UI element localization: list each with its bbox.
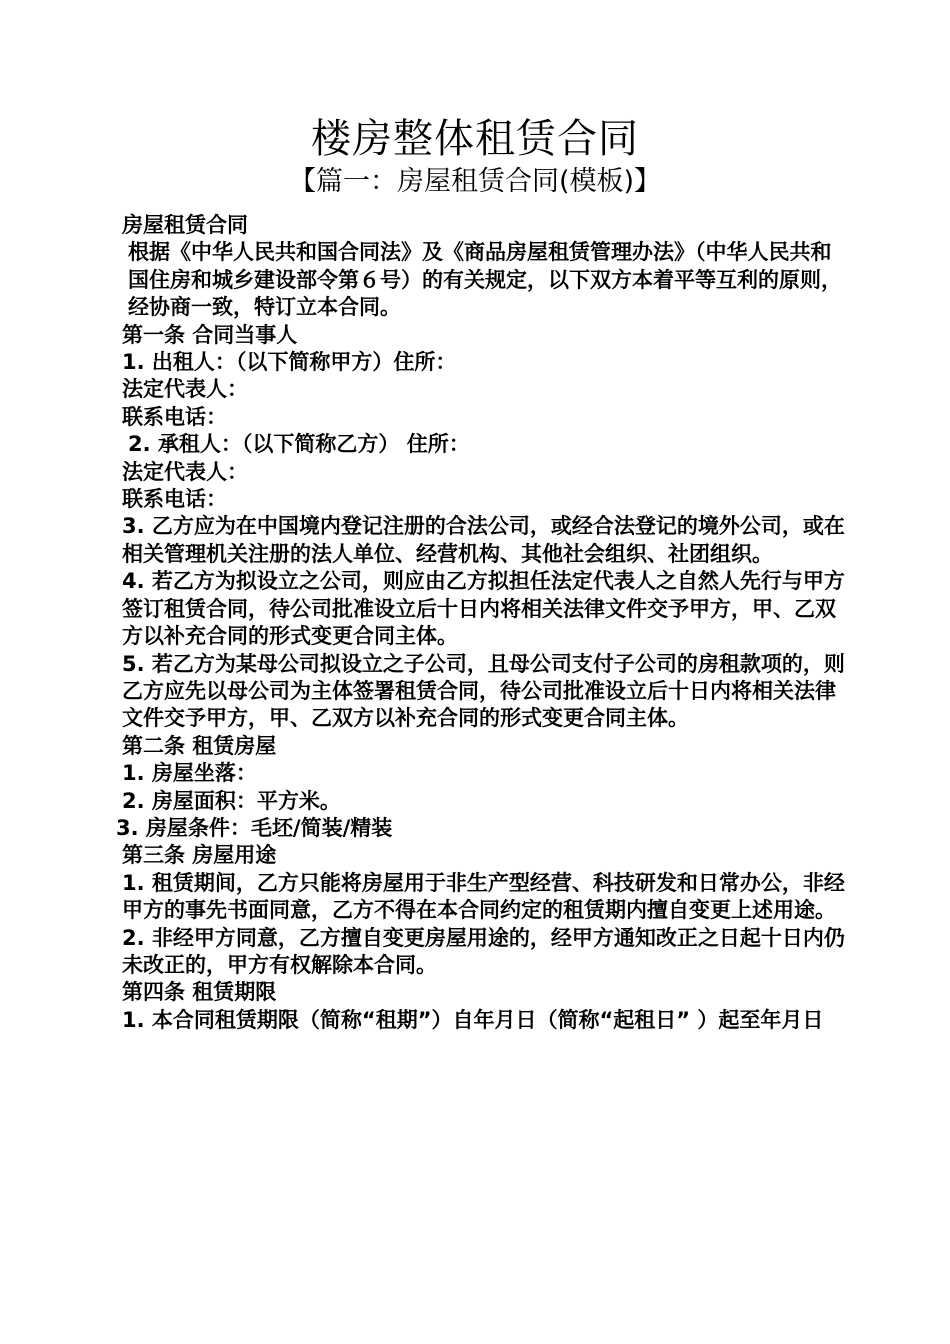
paragraph: 3. 房屋条件：毛坯/简装/精装 — [116, 815, 393, 840]
paragraph: 2. 房屋面积：平方米。 — [122, 788, 341, 813]
paragraph: 3. 乙方应为在中国境内登记注册的合法公司，或经合法登记的境外公司，或在相关管理机关注册的法人单位、经营机构、其他社会组织、社团组织。 — [122, 514, 845, 566]
paragraph: 2. 非经甲方同意，乙方擅自变更房屋用途的，经甲方通知改正之日起十日内仍 — [122, 925, 845, 950]
paragraph: 1. 出租人：（以下简称甲方）住所： — [122, 350, 457, 375]
document-subtitle: 【篇一：房屋租赁合同(模板)】 — [288, 166, 662, 197]
paragraph: 2. 承租人：（以下简称乙方） 住所： — [128, 432, 470, 457]
paragraph: 根据《中华人民共和国合同法》及《商品房屋租赁管理办法》（中华人民共和国住房和城乡建设部令第６号）的有关规定，以下双方本着平等互利的原则，经协商一致，特订立本合同。 — [128, 240, 842, 320]
paragraph: 法定代表人： — [122, 377, 248, 402]
paragraph: 联系电话： — [122, 487, 227, 512]
paragraph: 第二条 租赁房屋 — [122, 733, 277, 758]
paragraph: 房屋租赁合同 — [122, 213, 248, 237]
document-title: 楼房整体租赁合同 — [311, 116, 639, 162]
paragraph: 法定代表人： — [122, 459, 248, 484]
paragraph: 未改正的，甲方有权解除本合同。 — [122, 952, 437, 977]
paragraph: 甲方的事先书面同意，乙方不得在本合同约定的租赁期内擅自变更上述用途。 — [122, 898, 836, 923]
paragraph: 第四条 租赁期限 — [122, 980, 277, 1005]
document-body — [116, 212, 846, 1034]
paragraph: 1. 租赁期间，乙方只能将房屋用于非生产型经营、科技研发和日常办公，非经 — [122, 870, 845, 895]
paragraph: 1. 房屋坐落： — [122, 761, 257, 786]
paragraph: 联系电话： — [122, 404, 227, 429]
paragraph: 4. 若乙方为拟设立之公司，则应由乙方拟担任法定代表人之自然人先行与甲方签订租赁合同，待公司批准设立后十日内将相关法律文件交予甲方，甲、乙双方以补充合同的形式变更合同主体。 — [122, 569, 845, 649]
paragraph: 第一条 合同当事人 — [122, 322, 298, 347]
paragraph: 5. 若乙方为某母公司拟设立之子公司，且母公司支付子公司的房租款项的，则乙方应先以母公司为主体签署租赁合同，待公司批准设立后十日内将相关法律文件交予甲方，甲、乙双方以补充合同的形式变更合同主体。 — [122, 651, 845, 731]
paragraph: 第三条 房屋用途 — [122, 843, 277, 868]
paragraph: 1. 本合同租赁期限（简称“租期”）自年月日（简称“起租日” ）起至年月日 — [122, 1007, 824, 1032]
